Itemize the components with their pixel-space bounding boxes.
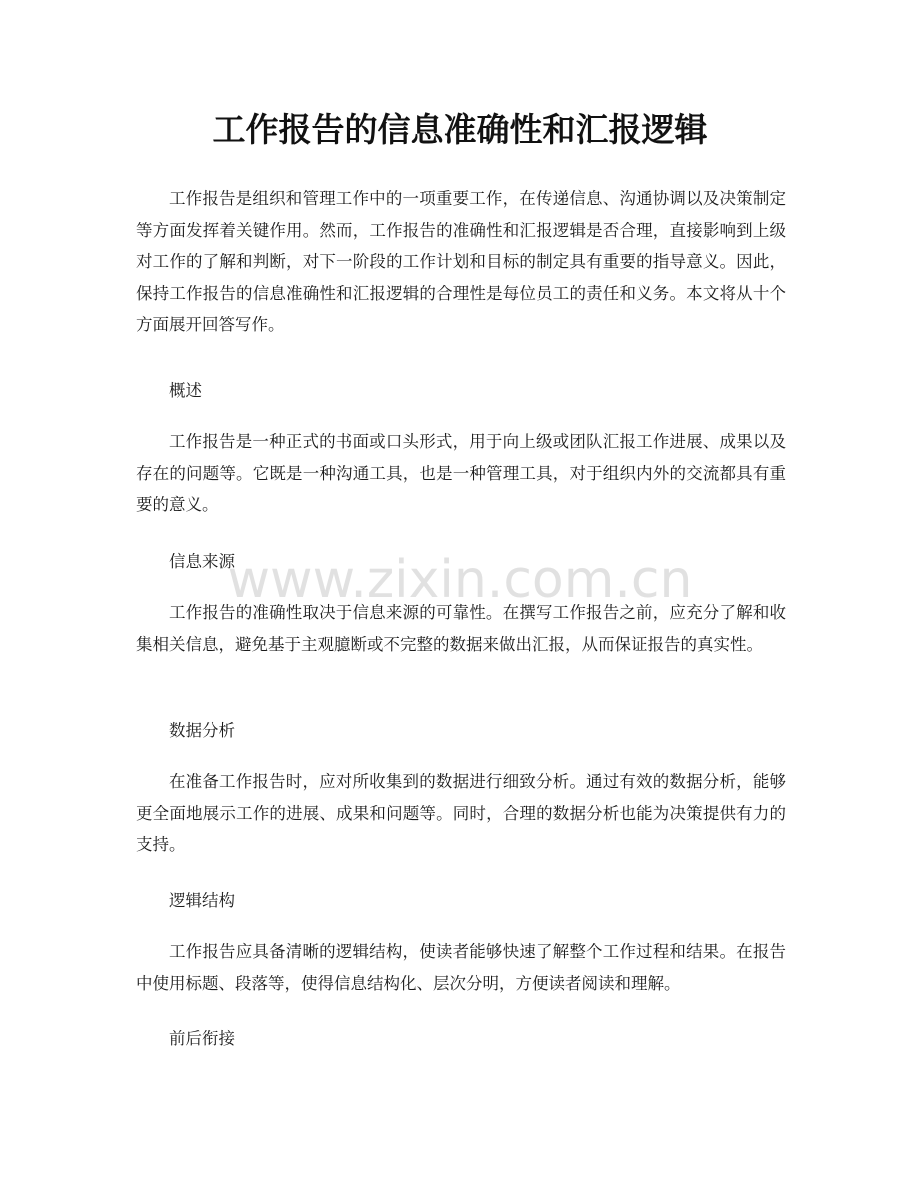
section-body-data-analysis: 在准备工作报告时，应对所收集到的数据进行细致分析。通过有效的数据分析，能够更全面地展示工作的进展、成果和问题等。同时，合理的数据分析也能为决策提供有力的支持。: [136, 772, 786, 854]
section-heading-info-source: 信息来源: [169, 552, 235, 571]
section-body-logic-structure: 工作报告应具备清晰的逻辑结构，使读者能够快速了解整个工作过程和结果。在报告中使用标题、段落等，使得信息结构化、层次分明，方便读者阅读和理解。: [136, 942, 786, 993]
section-heading-data-analysis: 数据分析: [169, 721, 235, 740]
section-body-overview: 工作报告是一种正式的书面或口头形式，用于向上级或团队汇报工作进展、成果以及存在的问题等。它既是一种沟通工具，也是一种管理工具，对于组织内外的交流都具有重要的意义。: [136, 432, 786, 514]
intro-paragraph: 工作报告是组织和管理工作中的一项重要工作，在传递信息、沟通协调以及决策制定等方面发挥着关键作用。然而，工作报告的准确性和汇报逻辑是否合理，直接影响到上级对工作的了解和判断，对下一阶段的工作计划和目标的制定具有重要的指导意义。因此，保持工作报告的信息准确性和汇报逻辑的合理性是每位员工的责任和义务。本文将从十个方面展开回答写作。: [136, 189, 786, 334]
section-heading-overview: 概述: [169, 381, 202, 400]
section-heading-logic-structure: 逻辑结构: [169, 891, 235, 910]
section-body-info-source: 工作报告的准确性取决于信息来源的可靠性。在撰写工作报告之前，应充分了解和收集相关信息，避免基于主观臆断或不完整的数据来做出汇报，从而保证报告的真实性。: [136, 603, 786, 654]
document-title: 工作报告的信息准确性和汇报逻辑: [212, 110, 708, 149]
section-heading-continuity: 前后衔接: [169, 1029, 235, 1048]
watermark: www.zixin.com.cn: [227, 550, 693, 610]
